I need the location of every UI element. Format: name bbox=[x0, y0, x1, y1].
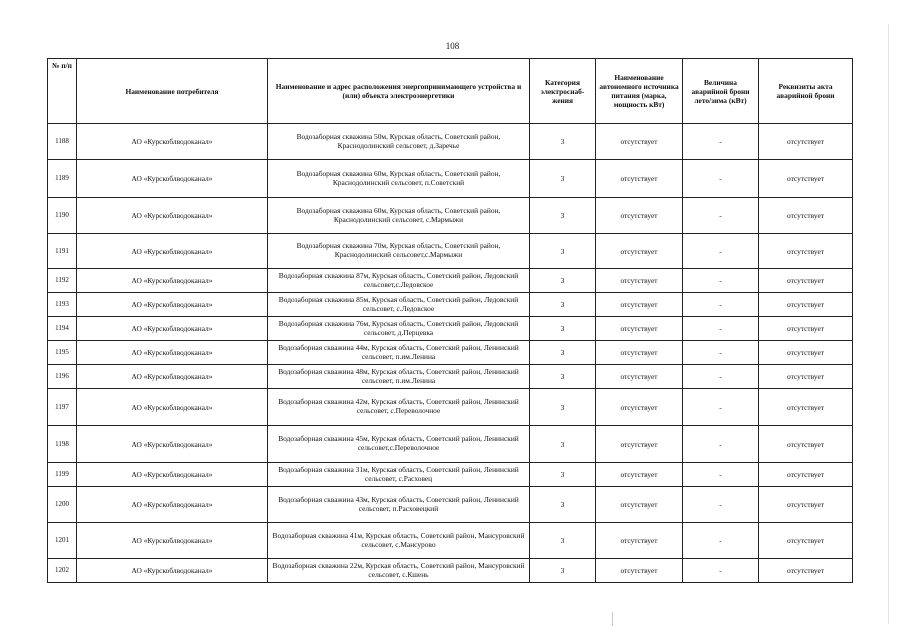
cell-consumer: АО «Курскоблводоканал» bbox=[77, 463, 268, 487]
cell-num: 1195 bbox=[48, 341, 77, 365]
cell-source: отсутствует bbox=[596, 365, 683, 389]
cell-act: отсутствует bbox=[759, 559, 853, 583]
cell-num: 1192 bbox=[48, 269, 77, 293]
cell-consumer: АО «Курскоблводоканал» bbox=[77, 234, 268, 269]
cell-reserve: - bbox=[683, 559, 759, 583]
cell-num: 1200 bbox=[48, 487, 77, 523]
cell-source: отсутствует bbox=[596, 269, 683, 293]
table-row bbox=[48, 487, 853, 523]
cell-source: отсутствует bbox=[596, 317, 683, 341]
cell-num: 1196 bbox=[48, 365, 77, 389]
cell-address: Водозаборная скважина 44м, Курская область, Советский район, Ленинский сельсовет, п.им.Ленина bbox=[268, 341, 530, 365]
cell-address: Водозаборная скважина 70м, Курская область, Советский район, Краснодолинский сельсовет,с.Мармыжи bbox=[268, 234, 530, 269]
cell-source: отсутствует bbox=[596, 426, 683, 463]
cell-address: Водозаборная скважина 76м, Курская область, Советский район, Ледовский сельсовет, д.Перцевка bbox=[268, 317, 530, 341]
cell-category: 3 bbox=[530, 559, 596, 583]
cell-source: отсутствует bbox=[596, 234, 683, 269]
cell-address: Водозаборная скважина 50м, Курская область, Советский район, Краснодолинский сельсовет, д.Заречье bbox=[268, 124, 530, 160]
cell-consumer: АО «Курскоблводоканал» bbox=[77, 160, 268, 198]
header-category: Категория электроснаб-жения bbox=[530, 59, 596, 124]
cell-consumer: АО «Курскоблводоканал» bbox=[77, 389, 268, 426]
cell-consumer: АО «Курскоблводоканал» bbox=[77, 487, 268, 523]
header-act: Реквизиты акта аварийной брони bbox=[759, 59, 853, 124]
cell-consumer: АО «Курскоблводоканал» bbox=[77, 293, 268, 317]
cell-reserve: - bbox=[683, 124, 759, 160]
cell-category: 3 bbox=[530, 160, 596, 198]
cell-address: Водозаборная скважина 60м, Курская область, Советский район, Краснодолинский сельсовет, п.Советский bbox=[268, 160, 530, 198]
cell-category: 3 bbox=[530, 317, 596, 341]
table-row bbox=[48, 559, 853, 583]
cell-act: отсутствует bbox=[759, 317, 853, 341]
table-row bbox=[48, 523, 853, 559]
cell-act: отсутствует bbox=[759, 523, 853, 559]
table-row bbox=[48, 317, 853, 341]
table-row bbox=[48, 160, 853, 198]
table-row bbox=[48, 463, 853, 487]
cell-reserve: - bbox=[683, 234, 759, 269]
header-num: № п/п bbox=[48, 59, 77, 124]
cell-reserve: - bbox=[683, 365, 759, 389]
cell-consumer: АО «Курскоблводоканал» bbox=[77, 559, 268, 583]
cell-source: отсутствует bbox=[596, 523, 683, 559]
header-consumer: Наименование потребителя bbox=[77, 59, 268, 124]
page-number: 108 bbox=[445, 41, 460, 51]
cell-consumer: АО «Курскоблводоканал» bbox=[77, 198, 268, 234]
cell-num: 1194 bbox=[48, 317, 77, 341]
cell-category: 3 bbox=[530, 487, 596, 523]
cell-act: отсутствует bbox=[759, 426, 853, 463]
cell-consumer: АО «Курскоблводоканал» bbox=[77, 365, 268, 389]
table-row bbox=[48, 341, 853, 365]
cell-category: 3 bbox=[530, 463, 596, 487]
cell-address: Водозаборная скважина 22м, Курская область, Советский район, Мансуровский сельсовет, с.Кшень bbox=[268, 559, 530, 583]
cell-act: отсутствует bbox=[759, 269, 853, 293]
cell-reserve: - bbox=[683, 293, 759, 317]
cell-category: 3 bbox=[530, 198, 596, 234]
cell-consumer: АО «Курскоблводоканал» bbox=[77, 124, 268, 160]
cell-act: отсутствует bbox=[759, 293, 853, 317]
cell-category: 3 bbox=[530, 269, 596, 293]
cell-reserve: - bbox=[683, 269, 759, 293]
table-row bbox=[48, 269, 853, 293]
cell-num: 1189 bbox=[48, 160, 77, 198]
cell-reserve: - bbox=[683, 389, 759, 426]
cell-act: отсутствует bbox=[759, 389, 853, 426]
cell-num: 1193 bbox=[48, 293, 77, 317]
table-row bbox=[48, 293, 853, 317]
cell-source: отсутствует bbox=[596, 559, 683, 583]
cell-category: 3 bbox=[530, 365, 596, 389]
cell-reserve: - bbox=[683, 463, 759, 487]
cell-source: отсутствует bbox=[596, 160, 683, 198]
table-row bbox=[48, 365, 853, 389]
cell-reserve: - bbox=[683, 341, 759, 365]
cell-reserve: - bbox=[683, 198, 759, 234]
header-source: Наименование автономного источника питания (марка, мощность кВт) bbox=[596, 59, 683, 124]
cell-reserve: - bbox=[683, 426, 759, 463]
cell-category: 3 bbox=[530, 426, 596, 463]
cell-reserve: - bbox=[683, 487, 759, 523]
cell-act: отсутствует bbox=[759, 341, 853, 365]
cell-category: 3 bbox=[530, 523, 596, 559]
table-row bbox=[48, 234, 853, 269]
table-header-row bbox=[48, 59, 853, 124]
header-reserve: Величина аварийной брони лето/зима (кВт) bbox=[683, 59, 759, 124]
cell-act: отсутствует bbox=[759, 487, 853, 523]
cell-address: Водозаборная скважина 43м, Курская область, Советский район, Ленинский сельсовет, п.Расховецкий bbox=[268, 487, 530, 523]
cell-consumer: АО «Курскоблводоканал» bbox=[77, 269, 268, 293]
cell-address: Водозаборная скважина 31м, Курская область, Советский район, Ленинский сельсовет, с.Расховец bbox=[268, 463, 530, 487]
cell-source: отсутствует bbox=[596, 341, 683, 365]
table-row bbox=[48, 389, 853, 426]
cell-consumer: АО «Курскоблводоканал» bbox=[77, 523, 268, 559]
cell-source: отсутствует bbox=[596, 124, 683, 160]
registry-table bbox=[47, 58, 853, 583]
table-row bbox=[48, 198, 853, 234]
cell-source: отсутствует bbox=[596, 198, 683, 234]
cell-address: Водозаборная скважина 87м, Курская область, Советский район, Ледовский сельсовет,с.Ледовское bbox=[268, 269, 530, 293]
cell-address: Водозаборная скважина 41м, Курская область, Советский район, Мансуровский сельсовет, с.Мансурово bbox=[268, 523, 530, 559]
cell-num: 1190 bbox=[48, 198, 77, 234]
cell-source: отсутствует bbox=[596, 487, 683, 523]
cell-act: отсутствует bbox=[759, 234, 853, 269]
cell-source: отсутствует bbox=[596, 389, 683, 426]
cell-num: 1202 bbox=[48, 559, 77, 583]
cell-num: 1197 bbox=[48, 389, 77, 426]
cell-act: отсутствует bbox=[759, 198, 853, 234]
cell-reserve: - bbox=[683, 523, 759, 559]
cell-reserve: - bbox=[683, 317, 759, 341]
cell-address: Водозаборная скважина 85м, Курская область, Советский район, Ледовский сельсовет, с.Ледовское bbox=[268, 293, 530, 317]
table-row bbox=[48, 124, 853, 160]
cell-num: 1188 bbox=[48, 124, 77, 160]
cell-category: 3 bbox=[530, 293, 596, 317]
scan-speck bbox=[888, 24, 889, 624]
cell-address: Водозаборная скважина 45м, Курская область, Советский район, Ленинский сельсовет,с.Переволочное bbox=[268, 426, 530, 463]
cell-act: отсутствует bbox=[759, 160, 853, 198]
scan-speck bbox=[612, 612, 613, 626]
cell-act: отсутствует bbox=[759, 463, 853, 487]
cell-category: 3 bbox=[530, 124, 596, 160]
cell-category: 3 bbox=[530, 389, 596, 426]
cell-num: 1191 bbox=[48, 234, 77, 269]
cell-reserve: - bbox=[683, 160, 759, 198]
cell-num: 1201 bbox=[48, 523, 77, 559]
cell-source: отсутствует bbox=[596, 293, 683, 317]
cell-category: 3 bbox=[530, 341, 596, 365]
cell-num: 1199 bbox=[48, 463, 77, 487]
table-row bbox=[48, 426, 853, 463]
cell-num: 1198 bbox=[48, 426, 77, 463]
cell-act: отсутствует bbox=[759, 124, 853, 160]
cell-act: отсутствует bbox=[759, 365, 853, 389]
cell-consumer: АО «Курскоблводоканал» bbox=[77, 341, 268, 365]
cell-consumer: АО «Курскоблводоканал» bbox=[77, 426, 268, 463]
cell-category: 3 bbox=[530, 234, 596, 269]
cell-address: Водозаборная скважина 60м, Курская область, Советский район, Краснодолинский сельсовет, с.Мармыжи bbox=[268, 198, 530, 234]
header-address: Наименование и адрес расположения энергопринимающего устройства и (или) объекта электроэнергетики bbox=[268, 59, 530, 124]
cell-address: Водозаборная скважина 42м, Курская область, Советский район, Ленинский сельсовет, с.Переволочное bbox=[268, 389, 530, 426]
cell-address: Водозаборная скважина 48м, Курская область, Советский район, Ленинский сельсовет, п.им.Ленина bbox=[268, 365, 530, 389]
cell-source: отсутствует bbox=[596, 463, 683, 487]
cell-consumer: АО «Курскоблводоканал» bbox=[77, 317, 268, 341]
